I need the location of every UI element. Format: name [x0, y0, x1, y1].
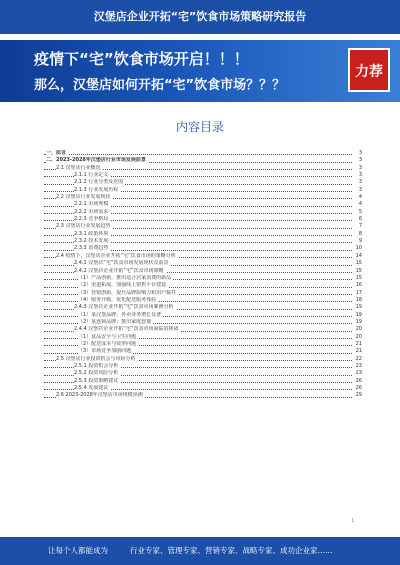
toc-entry-page: 3 — [358, 172, 362, 179]
toc-entry[interactable] — [44, 290, 362, 297]
toc-entry-text: 2.5.2 投资风险分析 — [74, 370, 119, 377]
toc-leader-dots — [44, 154, 352, 155]
toc-entry-text: 一、前言 — [46, 150, 67, 156]
toc-entry[interactable] — [44, 326, 362, 333]
page-corner-mark: 1 — [351, 518, 354, 523]
toc-entry[interactable] — [44, 312, 362, 319]
toc-entry-text: 2.1.3 行业发展历程 — [74, 186, 119, 193]
toc-entry-page: 3 — [358, 150, 362, 156]
toc-entry[interactable] — [44, 260, 362, 267]
toc-entry-page: 18 — [355, 296, 362, 303]
toc-entry[interactable] — [44, 194, 362, 201]
toc-entry-text: 2.4 疫情下，汉堡店企业开拓“宅”饮食市场的策略分析 — [56, 252, 176, 259]
toc-entry-text: 2.1 汉堡店行业概况 — [56, 164, 101, 171]
toc-entry-page: 15 — [355, 267, 362, 274]
toc-entry[interactable] — [44, 304, 362, 311]
toc-entry-page: 19 — [355, 304, 362, 311]
toc-entry-page: 17 — [355, 289, 362, 296]
toc-entry-text: 2.6 2023-2028年汉堡店市场规模预测 — [56, 392, 143, 399]
toc-entry-page: 4 — [358, 194, 362, 201]
toc-entry-text: （2）渠道拓展，加强线上销售平台建设 — [78, 282, 167, 289]
toc-entry[interactable] — [44, 370, 362, 377]
hero-banner — [0, 40, 400, 102]
toc-entry-page: 3 — [358, 186, 362, 193]
table-of-contents — [44, 150, 362, 400]
toc-entry-page: 26 — [355, 385, 362, 391]
toc-entry-text: 2.5 汉堡店行业投资机会与风险分析 — [56, 355, 136, 362]
toc-entry[interactable] — [44, 297, 362, 304]
toc-entry[interactable] — [44, 187, 362, 194]
report-title-bar — [0, 0, 400, 34]
toc-entry-text: （3）营销创新，提升品牌影响力和用户黏性 — [78, 289, 177, 296]
toc-entry-text: 2.5.4 发展建议 — [74, 385, 109, 391]
toc-entry[interactable] — [44, 356, 362, 363]
toc-entry-text: 2.5.1 投资机会分析 — [74, 362, 119, 369]
hero-headline: 疫情下“宅”饮食市场开启！！！ — [34, 50, 249, 68]
footer-slogan-left: 让每个人都能成为 — [48, 546, 108, 555]
toc-entry[interactable] — [44, 165, 362, 172]
toc-entry-page: 5 — [358, 208, 362, 215]
toc-entry-page: 23 — [355, 362, 362, 369]
toc-entry[interactable] — [44, 238, 362, 245]
toc-entry-page: 14 — [355, 252, 362, 259]
toc-entry-page: 19 — [355, 318, 362, 325]
toc-entry-text: 2.3.2 技术发展 — [74, 238, 109, 245]
toc-entry-text: 2.2 汉堡店行业发展现状 — [56, 194, 111, 201]
toc-entry[interactable] — [44, 245, 362, 252]
report-title: 汉堡店企业开拓“宅”饮食市场策略研究报告 — [93, 10, 307, 23]
toc-entry[interactable] — [44, 253, 362, 260]
toc-entry[interactable] — [44, 392, 362, 399]
toc-entry-text: 2.3.3 消费趋势 — [74, 245, 109, 252]
toc-entry-page: 21 — [355, 348, 362, 355]
toc-entry[interactable] — [44, 216, 362, 223]
toc-entry-text: （1）产品创新，推出适合居家消费的新品 — [78, 274, 172, 281]
toc-entry-page: 16 — [355, 282, 362, 289]
toc-entry[interactable] — [44, 385, 362, 392]
toc-entry-text: （1）某汉堡品牌：外卖业务增长显著 — [78, 311, 162, 318]
toc-entry-page: 8 — [358, 230, 362, 237]
toc-entry[interactable] — [44, 201, 362, 208]
hero-subheadline: 那么，汉堡店如何开拓“宅”饮食市场？？？ — [34, 78, 286, 93]
toc-entry-page: 22 — [355, 355, 362, 362]
toc-entry[interactable] — [44, 172, 362, 179]
toc-entry-page: 10 — [355, 245, 362, 252]
toc-entry-text: 2.3 汉堡店行业发展趋势 — [56, 223, 111, 230]
toc-entry-page: 3 — [358, 164, 362, 171]
recommend-stamp: 力荐 — [348, 48, 390, 92]
toc-entry[interactable] — [44, 150, 362, 157]
toc-entry[interactable] — [44, 268, 362, 275]
toc-entry-page: 20 — [355, 326, 362, 333]
toc-entry-text: 2.2.1 市场规模 — [74, 201, 109, 208]
toc-entry-text: 2.4.1 汉堡店“宅”饮食市场发展现状及前景 — [74, 260, 169, 267]
toc-entry-page: 23 — [355, 370, 362, 377]
toc-entry[interactable] — [44, 319, 362, 326]
toc-entry-text: （2）某连锁品牌：推出家庭套餐 — [78, 318, 152, 325]
toc-entry-text: 2.2.3 竞争格局 — [74, 216, 109, 223]
toc-entry[interactable] — [44, 231, 362, 238]
toc-entry-page: 21 — [355, 340, 362, 347]
toc-entry-page: 29 — [355, 392, 362, 399]
toc-entry[interactable] — [44, 275, 362, 282]
toc-entry-text: （3）市场竞争加剧问题 — [78, 348, 132, 355]
toc-entry[interactable] — [44, 209, 362, 216]
toc-entry-page: 19 — [355, 311, 362, 318]
toc-entry-page: 6 — [358, 216, 362, 223]
toc-entry-text: 2.1.2 行业分类及范围 — [74, 179, 124, 186]
toc-entry[interactable] — [44, 223, 362, 230]
toc-entry[interactable] — [44, 157, 362, 164]
toc-entry-text: 2.2.2 市场需求 — [74, 208, 109, 215]
toc-entry[interactable] — [44, 378, 362, 385]
toc-entry-page: 26 — [355, 377, 362, 384]
footer-bar — [0, 537, 400, 565]
toc-entry[interactable] — [44, 348, 362, 355]
toc-entry-text: 2.4.2 汉堡店企业开拓“宅”饮食市场策略 — [74, 267, 164, 274]
toc-entry-text: 2.4.3 汉堡店企业开拓“宅”饮食市场案例分析 — [74, 304, 174, 311]
toc-entry[interactable] — [44, 179, 362, 186]
toc-entry-page: 3 — [358, 157, 362, 164]
toc-entry-text: 2.3.1 政策环境 — [74, 230, 109, 237]
toc-entry-page: 4 — [358, 201, 362, 208]
toc-entry[interactable] — [44, 282, 362, 289]
toc-entry-text: （1）食品安全与卫生问题 — [78, 333, 137, 340]
toc-entry-text: 二、2023-2028年汉堡店行业市场发展前景 — [46, 157, 146, 164]
toc-entry-page: 9 — [358, 238, 362, 245]
toc-entry-text: （4）服务升级，优化配送服务体验 — [78, 296, 157, 303]
toc-entry-page: 15 — [355, 274, 362, 281]
toc-entry[interactable] — [44, 363, 362, 370]
toc-entry-page: 7 — [358, 223, 362, 230]
toc-entry[interactable] — [44, 334, 362, 341]
toc-title: 内容目录 — [175, 120, 224, 134]
toc-entry-page: 15 — [355, 260, 362, 267]
toc-entry-text: 2.4.4 汉堡店企业开拓“宅”饮食市场面临的挑战 — [74, 326, 179, 333]
toc-entry-page: 20 — [355, 333, 362, 340]
footer-slogan-right: 行业专家、管理专家、营销专家、战略专家、成功企业家…… — [130, 546, 333, 555]
toc-entry-text: 2.5.3 投资策略建议 — [74, 377, 119, 384]
toc-entry-text: （2）配送成本与效率问题 — [78, 340, 137, 347]
toc-entry-text: 2.1.1 行业定义 — [74, 172, 109, 179]
toc-entry[interactable] — [44, 341, 362, 348]
toc-entry-page: 3 — [358, 179, 362, 186]
